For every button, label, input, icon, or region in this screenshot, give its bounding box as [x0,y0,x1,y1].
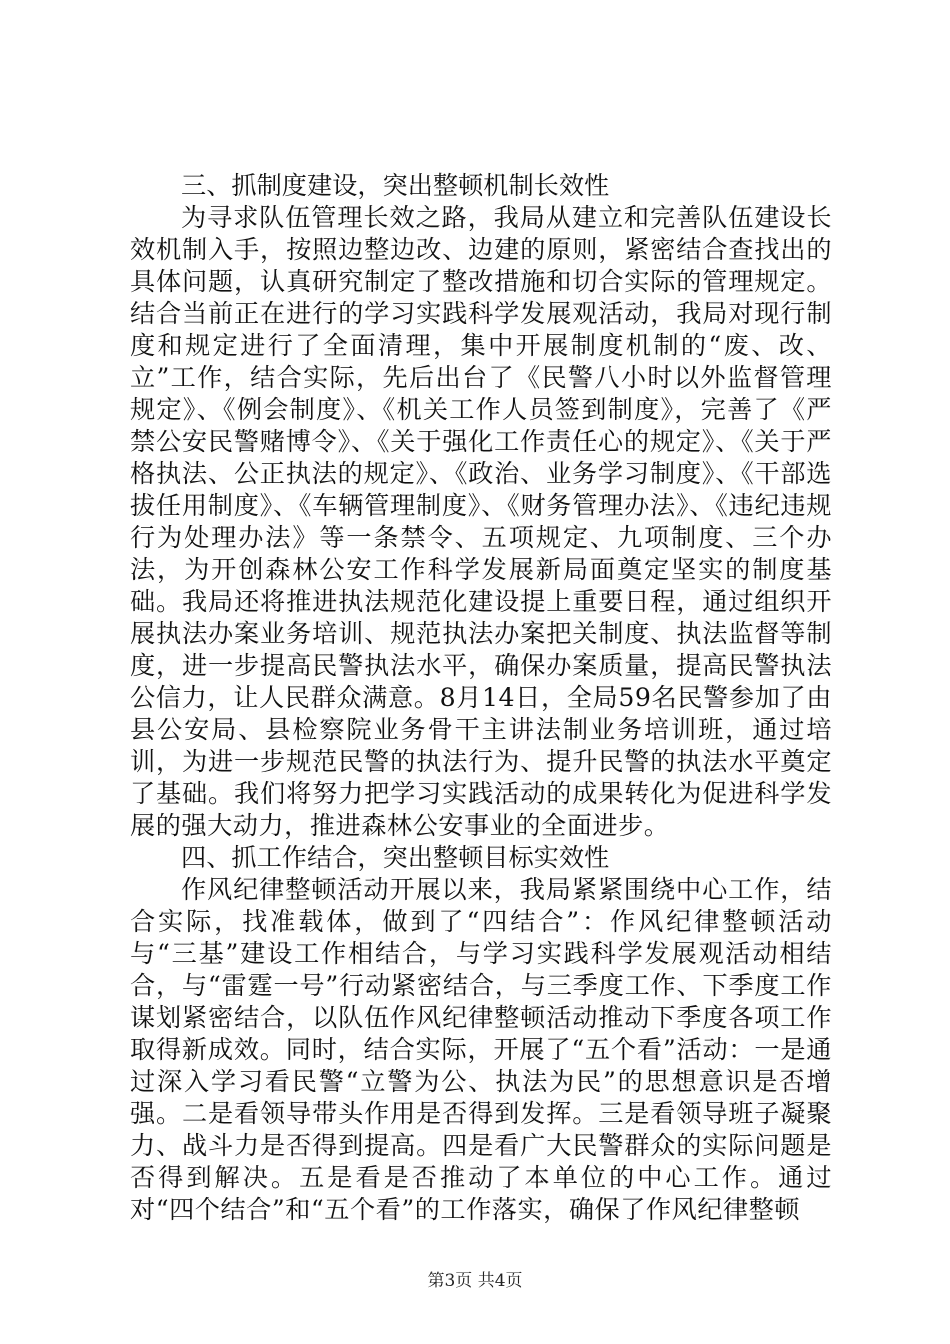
document-body [130,170,832,1226]
paragraph-work-integration: 作风纪律整顿活动开展以来，我局紧紧围绕中心工作，结合实际，找准载体，做到了“四结合”：作风纪律整顿活动与“三基”建设工作相结合，与学习实践科学发展观活动相结合，与“雷霆一号”行动紧密结合，与三季度工作、下季度工作谋划紧密结合，以队伍作风纪律整顿活动推动下季度各项工作取得新成效。同时，结合实际，开展了“五个看”活动：一是通过深入学习看民警“立警为公、执法为民”的思想意识是否增强。二是看领导带头作用是否得到发挥。三是看领导班子凝聚力、战斗力是否得到提高。四是看广大民警群众的实际问题是否得到解决。五是看是否推动了本单位的中心工作。通过对“四个结合”和“五个看”的工作落实，确保了作风纪律整顿 [130,875,832,1224]
paragraph-institution-building: 为寻求队伍管理长效之路，我局从建立和完善队伍建设长效机制入手，按照边整边改、边建的原则，紧密结合查找出的具体问题，认真研究制定了整改措施和切合实际的管理规定。结合当前正在进行的学习实践科学发展观活动，我局对现行制度和规定进行了全面清理，集中开展制度机制的“废、改、立”工作，结合实际，先后出台了《民警八小时以外监督管理规定》、《例会制度》、《机关工作人员签到制度》，完善了《严禁公安民警赌博令》、《关于强化工作责任心的规定》、《关于严格执法、公正执法的规定》、《政治、业务学习制度》、《干部选拔任用制度》、《车辆管理制度》、《财务管理办法》、《违纪违规行为处理办法》等一条禁令、五项规定、九项制度、三个办法，为开创森林公安工作科学发展新局面奠定坚实的制度基础。我局还将推进执法规范化建设提上重要日程，通过组织开展执法办案业务培训、规范执法办案把关制度、执法监督等制度，进一步提高民警执法水平，确保办案质量，提高民警执法公信力，让人民群众满意。8月14日，全局59名民警参加了由县公安局、县检察院业务骨干主讲法制业务培训班，通过培训，为进一步规范民警的执法行为、提升民警的执法水平奠定了基础。我们将努力把学习实践活动的成果转化为促进科学发展的强大动力，推进森林公安事业的全面进步。 [130,203,832,840]
section-heading-4: 四、抓工作结合，突出整顿目标实效性 [181,843,610,872]
page-footer: 第3页 共4页 [427,1271,523,1291]
section-heading-3: 三、抓制度建设，突出整顿机制长效性 [181,171,610,200]
